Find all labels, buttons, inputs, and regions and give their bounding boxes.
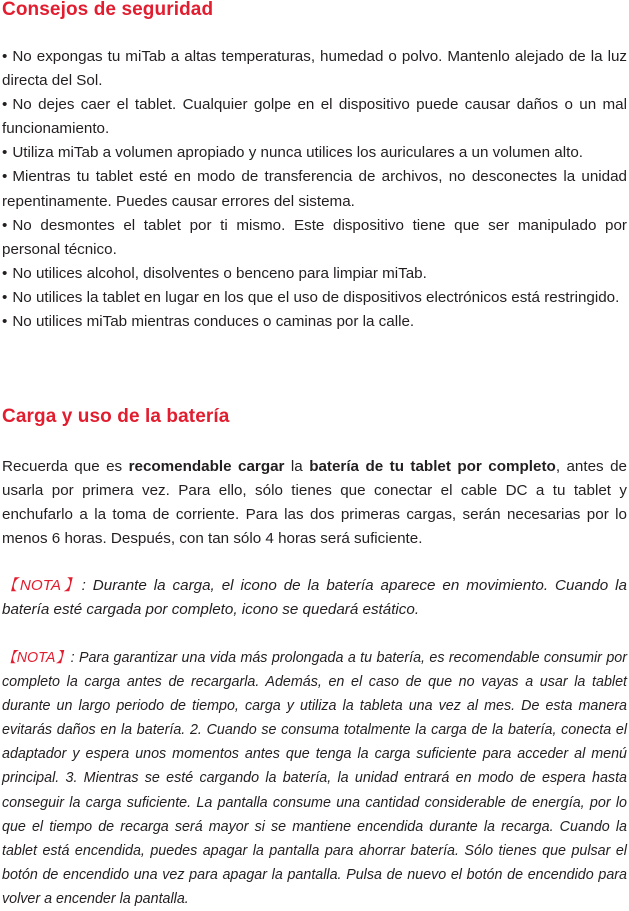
intro-text: la [284,458,310,475]
list-item: • No utilices alcohol, disolventes o benceno para limpiar miTab. [2,262,627,286]
note-tag: 【NOTA】 [2,577,82,594]
note-charging [2,574,627,622]
list-item: • Mientras tu tablet esté en modo de transferencia de archivos, no desconectes la unidad repentinamente. Puedes causar errores del sistema. [2,165,627,213]
battery-intro-paragraph [2,455,627,551]
list-item: • No dejes caer el tablet. Cualquier golpe en el dispositivo puede causar daños o un mal funcionamiento. [2,93,627,141]
note-text: : Para garantizar una vida más prolongada a tu batería, es recomendable consumir por completo la carga antes de recargarla. Además, en el caso de que no vayas a usar la tablet durante un largo periodo de tiempo, carga y utiliza la tableta una vez al mes. De esta manera evitarás daños en la batería. 2. Cuando se consuma totalmente la carga de la batería, conecta el adaptador y espera unos momentos antes que tenga la carga suficiente para acceder al menú principal. 3. Mientras se esté cargando la batería, la unidad entrará en modo de espera hasta conseguir la carga suficiente. La pantalla consume una cantidad considerable de energía, por lo que el tiempo de recarga será mayor si se mantiene encendida durante la recarga. Cuando la tablet está encendida, puedes apagar la pantalla para ahorrar batería. Sólo tienes que pulsar el botón de encendido una vez para apagar la pantalla. Pulsa de nuevo el botón de encendido para volver a encender la pantalla. [2,650,627,907]
list-item: • No expongas tu miTab a altas temperaturas, humedad o polvo. Mantenlo alejado de la luz directa del Sol. [2,45,627,93]
list-item: • No utilices miTab mientras conduces o caminas por la calle. [2,310,627,334]
note-tag: 【NOTA】 [2,650,71,666]
intro-bold-text: recomendable cargar [128,458,285,475]
note-text: : Durante la carga, el icono de la batería aparece en movimiento. Cuando la batería esté cargada por completo, icono se quedará estático. [2,577,628,619]
intro-bold-text: batería de tu tablet por completo [309,458,556,475]
intro-text: Recuerda que es [2,458,129,475]
list-item: • No desmontes el tablet por ti mismo. Este dispositivo tiene que ser manipulado por personal técnico. [2,214,627,262]
intro-text: , antes de usarla por primera vez. Para ello, sólo tienes que conectar el cable DC a tu tablet y enchufarlo a la toma de corriente. Para las dos primeras cargas, serán necesarias por lo menos 6 horas. Después, con tan sólo 4 horas será suficiente. [2,458,627,548]
list-item: • No utilices la tablet en lugar en los que el uso de dispositivos electrónicos está restringido. [2,286,627,310]
safety-list [2,45,627,334]
safety-heading: Consejos de seguridad [2,0,214,20]
battery-heading: Carga y uso de la batería [2,406,230,427]
note-battery-life [2,646,627,911]
list-item: • Utiliza miTab a volumen apropiado y nunca utilices los auriculares a un volumen alto. [2,141,627,165]
